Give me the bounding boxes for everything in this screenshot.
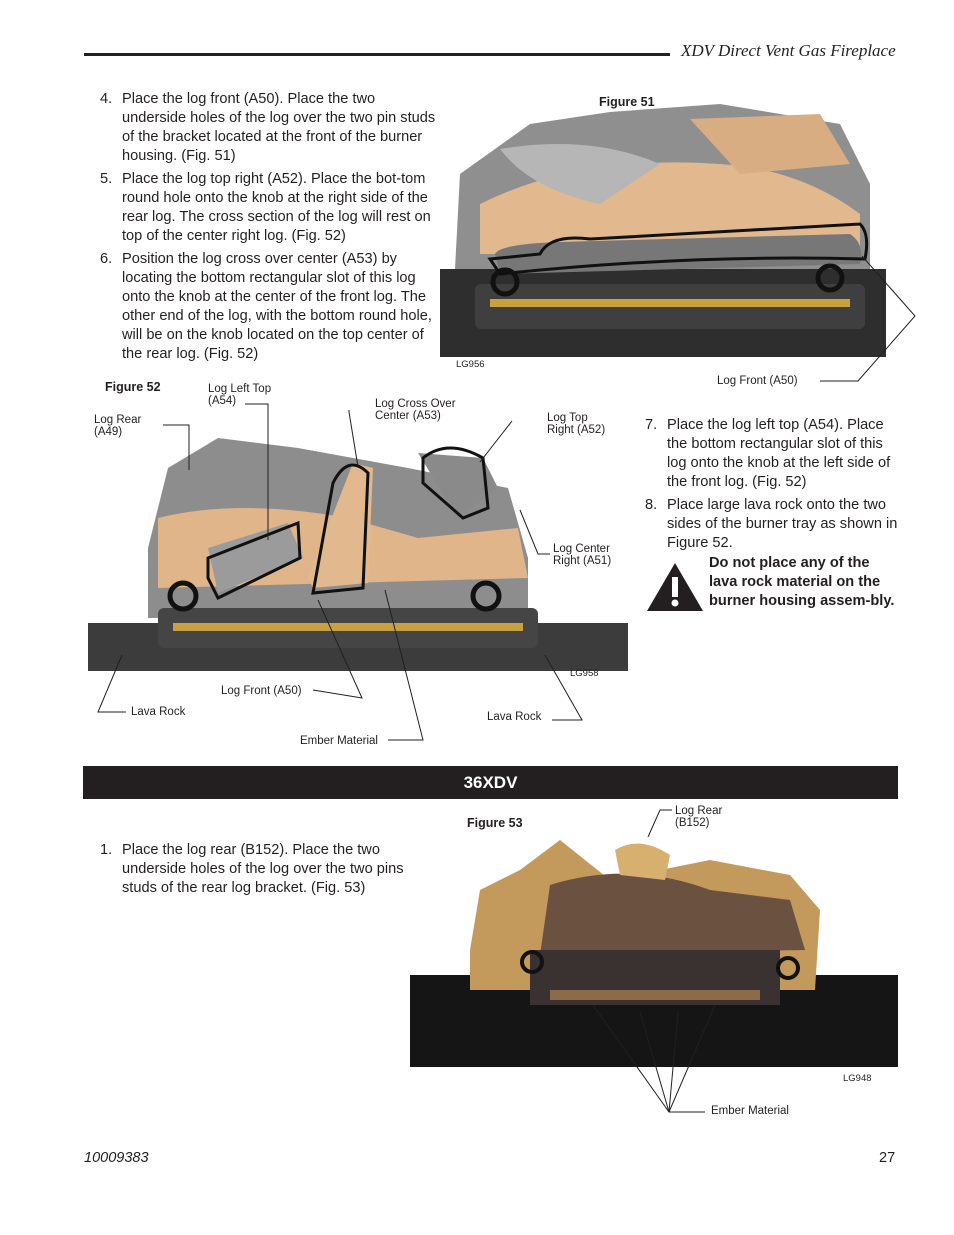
header-title: XDV Direct Vent Gas Fireplace bbox=[681, 41, 896, 60]
figure-52-callout-log-rear: Log Rear (A49) bbox=[94, 414, 142, 438]
step-5: 5. Place the log top right (A52). Place the bot-tom round hole onto the knob at the right side of the rear log. The cross section of the log will rest on top of the center right log. (Fig. 52) bbox=[100, 171, 431, 244]
figure-52-callout-log-cross: Log Cross Over Center (A53) bbox=[375, 398, 456, 422]
figure-52-label: Figure 52 bbox=[105, 380, 161, 394]
figure-53-callout-log-rear: Log Rear (B152) bbox=[675, 805, 723, 829]
figure-52-callout-ember-material: Ember Material bbox=[300, 735, 378, 747]
step-7: 7. Place the log left top (A54). Place the bottom rectangular slot of this log onto the knob at the left side of the front log. (Fig. 52) bbox=[645, 417, 891, 490]
section-title: 36XDV bbox=[83, 766, 898, 799]
figure-51-label: Figure 51 bbox=[599, 95, 655, 109]
figure-52-callout-log-left-top: Log Left Top (A54) bbox=[208, 383, 272, 407]
step-1: 1. Place the log rear (B152). Place the two underside holes of the log over the two pins studs of the rear log bracket. (Fig. 53) bbox=[100, 842, 404, 896]
figure-51-callout-log-front: Log Front (A50) bbox=[717, 375, 798, 387]
step-4: 4. Place the log front (A50). Place the two underside holes of the log over the two pin studs of the bracket located at the front of the burner housing. (Fig. 51) bbox=[100, 91, 436, 164]
figure-53-code: LG948 bbox=[843, 1073, 872, 1084]
figure-51-code: LG956 bbox=[456, 359, 485, 370]
figure-52-callout-lava-rock-right: Lava Rock bbox=[487, 711, 542, 723]
footer-page-number: 27 bbox=[879, 1150, 896, 1166]
figure-52-callout-log-front: Log Front (A50) bbox=[221, 685, 302, 697]
footer-doc-number: 10009383 bbox=[84, 1150, 149, 1166]
step-8: 8. Place large lava rock onto the two sides of the burner tray as shown in Figure 52. bbox=[645, 497, 898, 551]
figure-53-label: Figure 53 bbox=[467, 816, 523, 830]
figure-52-callout-log-center-right: Log Center Right (A51) bbox=[553, 543, 612, 567]
figure-52-callout-lava-rock-left: Lava Rock bbox=[131, 706, 186, 718]
step-6: 6. Position the log cross over center (A53) by locating the bottom rectangular slot of this log onto the knob at the center of the front log. The other end of the log, with the bottom round hole, will be on the knob located on the top center of the rear log. (Fig. 52) bbox=[100, 251, 432, 362]
figure-53-callout-ember-material: Ember Material bbox=[711, 1105, 789, 1117]
warning-text: Do not place any of the lava rock material on the burner housing assem-bly. bbox=[709, 555, 895, 609]
figure-52-callout-log-top-right: Log Top Right (A52) bbox=[547, 412, 606, 436]
figure-52-code: LG958 bbox=[570, 668, 599, 679]
